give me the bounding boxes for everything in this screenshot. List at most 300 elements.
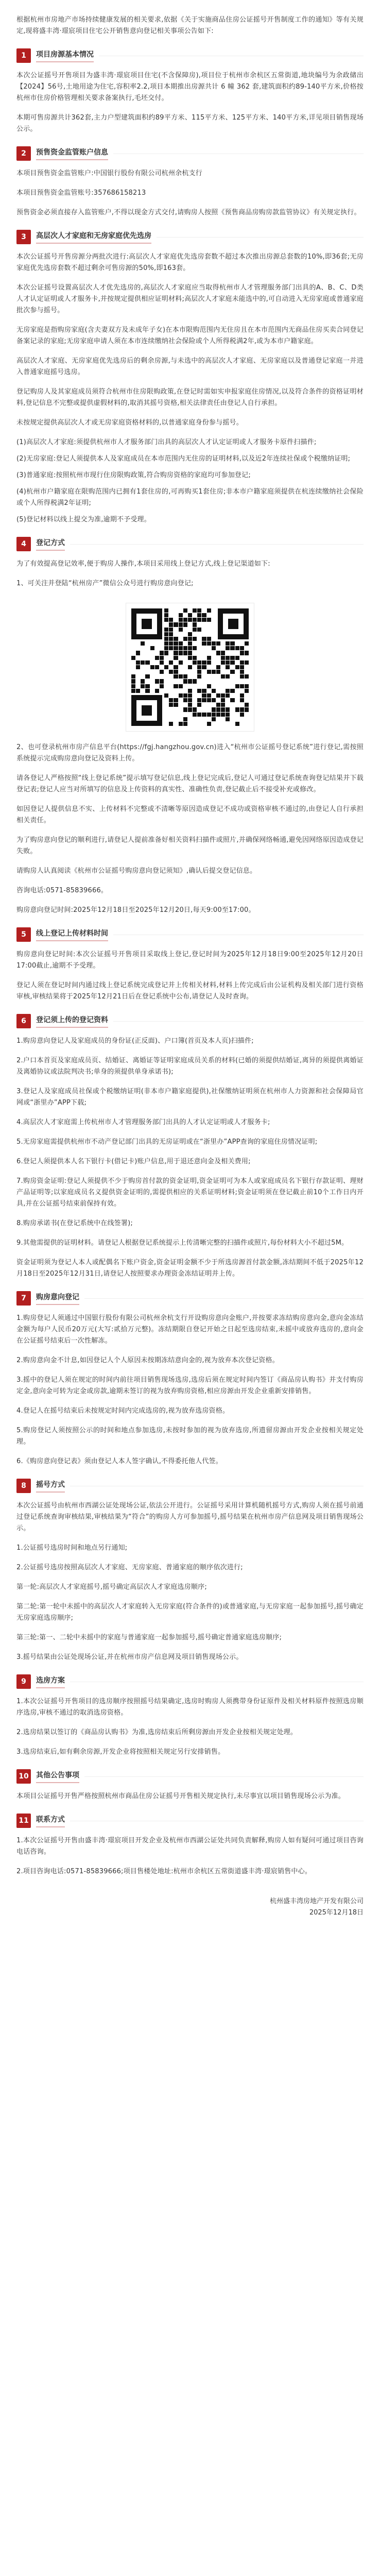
qr-module xyxy=(164,679,168,683)
section-number-badge: 1 xyxy=(16,48,31,63)
qr-module xyxy=(136,670,140,674)
qr-module xyxy=(207,613,211,617)
paragraph: 购房意向登记时间:2025年12月18日至2025年12月20日,每天9:00至17:00。 xyxy=(16,906,255,914)
qr-module xyxy=(212,632,216,636)
qr-module xyxy=(174,628,178,632)
qr-module xyxy=(216,641,220,646)
qr-module xyxy=(216,656,220,660)
qr-module xyxy=(141,665,145,669)
qr-module xyxy=(179,637,183,641)
qr-module xyxy=(221,707,225,711)
qr-module xyxy=(150,651,154,655)
qr-module xyxy=(131,651,135,655)
qr-module xyxy=(188,637,192,641)
paragraph: 资金证明须为登记人本人或配偶名下账户资金,资金证明金额不少于所选房源首付款金额,冻结期间不低于2025年12月18日至2025年12月31日,请登记人按照要求办理资金冻结证明并上传。 xyxy=(16,1259,364,1278)
qr-module xyxy=(235,646,239,650)
qr-module xyxy=(179,622,183,626)
qr-module xyxy=(150,684,154,688)
qr-module xyxy=(221,665,225,669)
qr-module xyxy=(155,689,159,693)
qr-module xyxy=(202,665,206,669)
qr-module xyxy=(212,637,216,641)
qr-module xyxy=(145,674,149,679)
qr-module xyxy=(212,651,216,655)
qr-module xyxy=(245,722,249,726)
qr-module xyxy=(155,674,159,679)
qr-module xyxy=(216,717,220,721)
qr-module xyxy=(145,660,149,665)
list-item: 2.户口本首页及家庭成员页、结婚证、离婚证等证明家庭成员关系的材料(已婚的须提供结婚证,离异的须提供离婚证及离婚协议或法院判决书;单身的须提供单身承诺书); xyxy=(16,1057,364,1076)
section-number-badge: 8 xyxy=(16,1479,31,1493)
intro-paragraph: 根据杭州市房地产市场持续健康发展的相关要求,依据《关于实施商品住房公证摇号开售制度工作的通知》等有关规定,现将盛丰湾·璟宸项目住宅公开销售意向登记相关事项公告如下: xyxy=(16,16,364,35)
qr-module xyxy=(183,670,187,674)
qr-module xyxy=(202,693,206,698)
qr-module xyxy=(202,698,206,702)
qr-module xyxy=(197,641,201,646)
qr-module xyxy=(188,698,192,702)
qr-module xyxy=(226,641,230,646)
qr-module xyxy=(155,660,159,665)
section-number-badge: 9 xyxy=(16,1674,31,1689)
qr-module xyxy=(202,674,206,679)
qr-module xyxy=(216,660,220,665)
qr-module xyxy=(197,684,201,688)
qr-module xyxy=(141,651,145,655)
list-item: 4.高层次人才家庭需上传杭州市人才管理服务部门出具的人才认定证明或人才服务卡; xyxy=(16,1118,270,1126)
section-heading-6 xyxy=(16,1014,364,1028)
qr-module xyxy=(169,713,173,717)
qr-module xyxy=(202,632,206,636)
qr-module xyxy=(230,707,234,711)
qr-module xyxy=(202,660,206,665)
qr-module xyxy=(216,703,220,707)
qr-module xyxy=(183,665,187,669)
qr-module xyxy=(160,674,164,679)
qr-module xyxy=(188,660,192,665)
paragraph: 本项目公证摇号开售严格按照杭州市商品住房公证摇号开售相关规定执行,未尽事宜以项目销售现场公示为准。 xyxy=(16,1792,345,1800)
qr-module xyxy=(207,651,211,655)
qr-module xyxy=(193,713,197,717)
qr-module xyxy=(240,693,244,698)
qr-module xyxy=(150,689,154,693)
qr-module xyxy=(183,713,187,717)
qr-module xyxy=(155,641,159,646)
section-title: 登记须上传的登记资料 xyxy=(36,1014,108,1028)
qr-module xyxy=(221,703,225,707)
qr-module xyxy=(197,613,201,617)
qr-module xyxy=(193,693,197,698)
qr-module xyxy=(202,703,206,707)
qr-module xyxy=(193,707,197,711)
qr-module xyxy=(202,637,206,641)
qr-module xyxy=(245,660,249,665)
list-item: 3.摇号结果由公证处现场公证,并在杭州市房产信息网及项目销售现场公示。 xyxy=(16,1653,243,1661)
qr-module xyxy=(230,656,234,660)
qr-module xyxy=(193,641,197,646)
qr-module xyxy=(183,693,187,698)
qr-module xyxy=(193,665,197,669)
qr-module xyxy=(136,674,140,679)
qr-module xyxy=(150,670,154,674)
qr-module xyxy=(230,689,234,693)
qr-module xyxy=(174,637,178,641)
issue-date: 2025年12月18日 xyxy=(309,1909,364,1917)
paragraph: 本次公证摇号设置高层次人才优先选房的,高层次人才家庭应当取得杭州市人才管理服务部门出具的A、B、C、D类人才认定证明或人才服务卡,并按规定提供相应证明材料;高层次人才家庭未能选中的,可自动进入无房家庭或普通家庭批次参与摇号。 xyxy=(16,284,364,314)
qr-module xyxy=(226,684,230,688)
qr-module xyxy=(221,684,225,688)
qr-module xyxy=(145,689,149,693)
paragraph: 为了购房意向登记的顺利进行,请登记人提前准备好相关资料扫描件或照片,并确保网络畅通,避免因网络原因造成登记失败。 xyxy=(16,836,364,855)
section-heading-9 xyxy=(16,1674,364,1689)
qr-module xyxy=(169,613,173,617)
qr-module xyxy=(131,684,135,688)
qr-module xyxy=(174,646,178,650)
qr-module xyxy=(174,707,178,711)
qr-module xyxy=(207,646,211,650)
qr-module xyxy=(212,717,216,721)
qr-module xyxy=(188,656,192,660)
qr-module xyxy=(183,641,187,646)
qr-module xyxy=(226,693,230,698)
qr-module xyxy=(145,665,149,669)
qr-module xyxy=(212,613,216,617)
qr-module xyxy=(169,651,173,655)
qr-module xyxy=(188,713,192,717)
qr-module xyxy=(169,722,173,726)
qr-module xyxy=(160,684,164,688)
section-title: 其他公告事项 xyxy=(36,1770,79,1783)
qr-module xyxy=(183,679,187,683)
qr-module xyxy=(136,651,140,655)
qr-module xyxy=(207,684,211,688)
paragraph: 购房意向登记时间:本次公证摇号开售项目采取线上登记,登记时间为2025年12月18日9:00至2025年12月20日17:00截止,逾期不予受理。 xyxy=(16,951,364,970)
qr-module xyxy=(197,665,201,669)
qr-module xyxy=(235,665,239,669)
qr-module xyxy=(207,608,211,613)
list-item: (3)普通家庭:按照杭州市现行住房限购政策,符合购房资格的家庭均可参加登记; xyxy=(16,471,251,479)
qr-module xyxy=(183,698,187,702)
qr-module xyxy=(202,656,206,660)
qr-module xyxy=(145,641,149,646)
qr-module xyxy=(183,707,187,711)
paragraph: 高层次人才家庭、无房家庭优先选房后的剩余房源,与未选中的高层次人才家庭、无房家庭以及普通登记家庭一并进入普通家庭摇号选房。 xyxy=(16,357,364,376)
list-item: 5.购房登记人须按照公示的时间和地点参加选房,未按时参加的视为放弃选房,所遗留房源由开发企业按相关规定处理。 xyxy=(16,1427,364,1446)
qr-module xyxy=(174,674,178,679)
qr-module xyxy=(169,698,173,702)
qr-module xyxy=(207,689,211,693)
qr-module xyxy=(240,713,244,717)
qr-module xyxy=(245,707,249,711)
qr-module xyxy=(188,670,192,674)
qr-module xyxy=(226,651,230,655)
qr-module xyxy=(179,689,183,693)
qr-module xyxy=(188,641,192,646)
qr-module xyxy=(193,722,197,726)
qr-module xyxy=(202,707,206,711)
qr-module xyxy=(131,665,135,669)
qr-module xyxy=(235,660,239,665)
paragraph: 请各登记人严格按照“线上登记系统”提示填写登记信息,线上登记完成后,登记人可通过登记系统查询登记结果并下载登记表;登记人应当对所填写的信息及上传资料的真实性、准确性负责,登记截止后不接受补充或修改。 xyxy=(16,774,364,793)
qr-module xyxy=(193,698,197,702)
qr-module xyxy=(164,674,168,679)
qr-module xyxy=(245,641,249,646)
qr-module xyxy=(202,679,206,683)
qr-module xyxy=(174,693,178,698)
qr-module xyxy=(179,674,183,679)
section-heading-10 xyxy=(16,1769,364,1784)
qr-module xyxy=(240,656,244,660)
qr-module xyxy=(179,665,183,669)
qr-module xyxy=(136,689,140,693)
qr-module xyxy=(230,665,234,669)
qr-module xyxy=(179,717,183,721)
qr-module xyxy=(174,622,178,626)
qr-module xyxy=(145,646,149,650)
qr-module xyxy=(235,674,239,679)
qr-module xyxy=(188,674,192,679)
qr-module xyxy=(216,674,220,679)
qr-module xyxy=(212,618,216,622)
section-number-badge: 7 xyxy=(16,1291,31,1306)
qr-module xyxy=(197,632,201,636)
qr-module xyxy=(141,660,145,665)
qr-module xyxy=(155,670,159,674)
qr-module xyxy=(193,684,197,688)
qr-module xyxy=(212,622,216,626)
qr-module xyxy=(240,689,244,693)
qr-module xyxy=(164,637,168,641)
qr-module xyxy=(193,670,197,674)
qr-module xyxy=(174,613,178,617)
qr-module xyxy=(221,689,225,693)
qr-module xyxy=(179,713,183,717)
qr-module xyxy=(179,656,183,660)
qr-module xyxy=(216,693,220,698)
qr-module xyxy=(174,713,178,717)
qr-module xyxy=(212,660,216,665)
qr-module xyxy=(207,679,211,683)
qr-module xyxy=(197,660,201,665)
qr-module xyxy=(179,618,183,622)
qr-module xyxy=(155,656,159,660)
qr-module xyxy=(230,713,234,717)
section-title: 选房方案 xyxy=(36,1675,65,1688)
qr-module xyxy=(202,717,206,721)
qr-module xyxy=(193,717,197,721)
qr-module xyxy=(221,670,225,674)
list-item: 1.购房意向登记人及家庭成员的身份证(正反面)、户口簿(首页及本人页)扫描件; xyxy=(16,1037,254,1045)
qr-module xyxy=(245,684,249,688)
qr-module xyxy=(188,693,192,698)
qr-module xyxy=(188,679,192,683)
qr-module xyxy=(141,674,145,679)
section-title: 登记方式 xyxy=(36,537,65,551)
qr-module xyxy=(160,689,164,693)
qr-module xyxy=(245,674,249,679)
qr-module xyxy=(240,651,244,655)
qr-module xyxy=(155,679,159,683)
qr-module xyxy=(235,713,239,717)
qr-module xyxy=(245,717,249,721)
qr-module xyxy=(183,717,187,721)
qr-module xyxy=(235,693,239,698)
qr-module xyxy=(174,722,178,726)
qr-module xyxy=(216,698,220,702)
qr-module xyxy=(202,646,206,650)
qr-module xyxy=(235,703,239,707)
issuer-company: 杭州盛丰湾房地产开发有限公司 xyxy=(269,1897,364,1905)
qr-module xyxy=(216,646,220,650)
qr-module xyxy=(235,641,239,646)
qr-module xyxy=(188,651,192,655)
qr-module xyxy=(141,641,145,646)
qr-module xyxy=(230,679,234,683)
qr-module xyxy=(197,618,201,622)
qr-module xyxy=(160,651,164,655)
list-item: (4)杭州市户籍家庭在限购范围内已拥有1套住房的,可再购买1套住房;非本市户籍家庭须提供在杭连续缴纳社会保险或个人所得税满2年证明; xyxy=(16,488,364,507)
qr-module xyxy=(212,674,216,679)
qr-module xyxy=(235,679,239,683)
section-divider xyxy=(70,544,364,545)
qr-module xyxy=(179,646,183,650)
section-heading-11 xyxy=(16,1814,364,1828)
paragraph: 无房家庭是指购房家庭(含夫妻双方及未成年子女)在本市限购范围内无住房且在本市范围内无商品住房买卖合同登记备案记录的家庭;无房家庭申请人须在本市连续缴纳社会保险或个人所得税满2年,或为本市户籍家庭。 xyxy=(16,326,364,345)
qr-module xyxy=(197,651,201,655)
qr-module xyxy=(169,665,173,669)
qr-module xyxy=(179,722,183,726)
qr-module xyxy=(212,693,216,698)
qr-module xyxy=(221,717,225,721)
list-item: 第二轮:第一轮中未摇中的高层次人才家庭转入无房家庭(符合条件的)或普通家庭,与无房家庭一起参加摇号,摇号确定无房家庭选房顺序; xyxy=(16,1603,364,1622)
qr-module xyxy=(226,665,230,669)
qr-module xyxy=(164,618,168,622)
qr-module xyxy=(183,651,187,655)
qr-module xyxy=(245,656,249,660)
qr-module xyxy=(235,684,239,688)
qr-module xyxy=(197,674,201,679)
qr-module xyxy=(179,632,183,636)
qr-module xyxy=(164,703,168,707)
qr-module xyxy=(164,717,168,721)
qr-module xyxy=(216,684,220,688)
qr-module xyxy=(240,698,244,702)
qr-module xyxy=(150,674,154,679)
qr-module xyxy=(150,679,154,683)
qr-module xyxy=(240,665,244,669)
section-title: 购房意向登记 xyxy=(36,1292,79,1305)
qr-module xyxy=(183,656,187,660)
section-title: 项目房源基本情况 xyxy=(36,49,94,62)
list-item: 3.登记人及家庭成员社保或个税缴纳证明(非本市户籍家庭提供),社保缴纳证明须在杭州市人力资源和社会保障局官网或“浙里办”APP下载; xyxy=(16,1088,364,1107)
qr-module xyxy=(174,651,178,655)
qr-module xyxy=(207,717,211,721)
list-item: 第一轮:高层次人才家庭摇号,摇号确定高层次人才家庭选房顺序; xyxy=(16,1583,207,1591)
qr-module xyxy=(188,628,192,632)
section-heading-8 xyxy=(16,1479,364,1493)
qr-module xyxy=(221,641,225,646)
qr-module xyxy=(164,689,168,693)
qr-module xyxy=(207,628,211,632)
qr-module xyxy=(207,698,211,702)
qr-module xyxy=(145,656,149,660)
qr-module xyxy=(174,608,178,613)
qr-module xyxy=(160,670,164,674)
qr-module xyxy=(235,698,239,702)
qr-module xyxy=(179,608,183,613)
qr-module xyxy=(235,717,239,721)
qr-module xyxy=(202,651,206,655)
qr-module xyxy=(183,722,187,726)
section-heading-3 xyxy=(16,230,364,244)
qr-module xyxy=(226,656,230,660)
qr-module xyxy=(212,679,216,683)
qr-module xyxy=(226,646,230,650)
qr-module xyxy=(207,722,211,726)
qr-module xyxy=(164,613,168,617)
qr-module xyxy=(193,622,197,626)
qr-module xyxy=(226,698,230,702)
qr-module xyxy=(179,679,183,683)
qr-module xyxy=(136,665,140,669)
qr-module xyxy=(240,722,244,726)
section-number-badge: 6 xyxy=(16,1014,31,1028)
list-item: 1.购房登记人须通过中国银行股份有限公司杭州余杭支行开设购房意向金账户,并按要求冻结购房意向金,意向金冻结金额为每户人民币20万元(大写:贰拾万元整)。冻结期限自登记开始之日起至选房结束,未摇中或放弃选房的,意向金在公证摇号结束后一次性解冻。 xyxy=(16,1314,364,1345)
qr-module xyxy=(131,660,135,665)
paragraph: 本项目预售资金监管账户:中国银行股份有限公司杭州余杭支行 xyxy=(16,170,202,177)
qr-module xyxy=(150,656,154,660)
qr-module xyxy=(179,670,183,674)
qr-module xyxy=(164,656,168,660)
qr-module xyxy=(197,722,201,726)
qr-module xyxy=(245,693,249,698)
qr-module xyxy=(197,693,201,698)
qr-module xyxy=(193,628,197,632)
list-item: 3.摇中的登记人须在规定的时间内前往项目销售现场选房,选房后须在规定时间内签订《商品房认购书》并支付购房定金,意向金可转为定金或房款,逾期未签订的视为放弃购房资格,相应房源由开发企业重新安排销售。 xyxy=(16,1376,364,1395)
section-heading-2 xyxy=(16,146,364,161)
qr-module xyxy=(188,703,192,707)
qr-module xyxy=(207,713,211,717)
paragraph: 本次公证摇号开售项目为盛丰湾·璟宸项目住宅(不含保障房),项目位于杭州市余杭区五常街道,地块编号为余政储出【2024】56号,土地用途为住宅,容积率2.2,项目本期推出房源共计 6 幢 362 套,建筑面积约89-140平方米,价格按杭州市住房价格管理相关要求备案执行,毛坯交付。 xyxy=(16,72,364,102)
qr-module xyxy=(160,660,164,665)
qr-module xyxy=(197,622,201,626)
qr-module xyxy=(160,641,164,646)
qr-module xyxy=(150,660,154,665)
list-item: (5)登记材料以线上提交为准,逾期不予受理。 xyxy=(16,516,151,523)
qr-module xyxy=(197,707,201,711)
qr-module xyxy=(136,646,140,650)
qr-module xyxy=(174,632,178,636)
qr-module xyxy=(207,622,211,626)
qr-module xyxy=(145,679,149,683)
qr-module xyxy=(235,722,239,726)
qr-module xyxy=(169,679,173,683)
qr-module xyxy=(174,698,178,702)
qr-module xyxy=(169,622,173,626)
list-item: 2.选房结果以签订的《商品房认购书》为准,选房结束后所剩房源由开发企业按相关规定处理。 xyxy=(16,1728,298,1736)
qr-module xyxy=(212,656,216,660)
qr-module xyxy=(169,703,173,707)
paragraph: 本次公证摇号开售房源分两批次进行:高层次人才家庭优先选房套数不超过本次推出房源总套数的10%,即36套;无房家庭优先选房套数不超过剩余可售房源的50%,即163套。 xyxy=(16,253,364,272)
qr-module xyxy=(226,703,230,707)
qr-module xyxy=(188,707,192,711)
list-item: (1)高层次人才家庭:须提供杭州市人才服务部门出具的高层次人才认定证明或人才服务卡原件扫描件; xyxy=(16,438,317,446)
section-divider xyxy=(84,1776,364,1777)
list-item: (2)无房家庭:登记人须提供本人及家庭成员在本市范围内无住房的证明材料,以及近2年连续社保或个税缴纳证明; xyxy=(16,455,351,463)
qr-module xyxy=(188,618,192,622)
qr-module xyxy=(212,608,216,613)
qr-module xyxy=(230,693,234,698)
qr-module xyxy=(179,613,183,617)
